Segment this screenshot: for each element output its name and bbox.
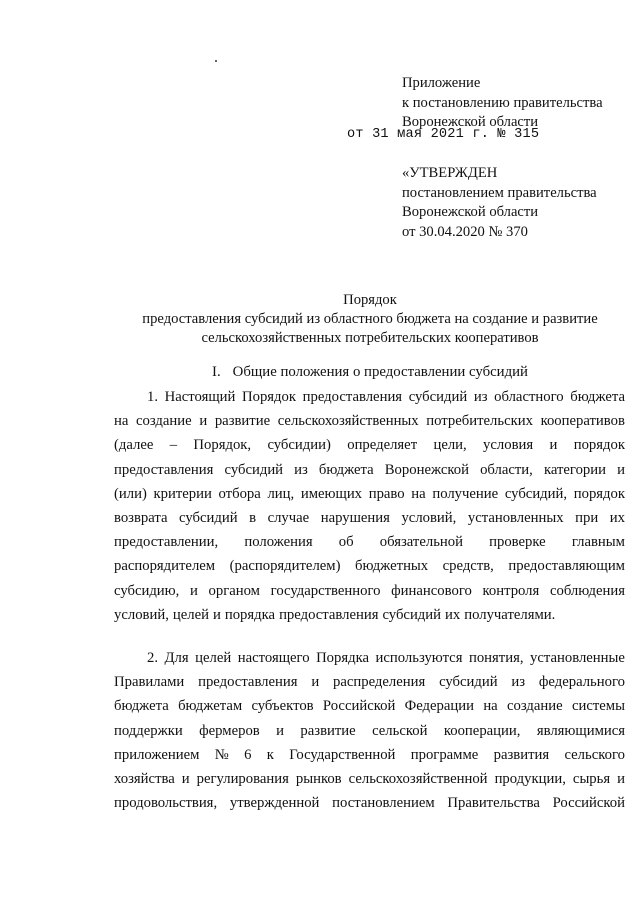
scan-speck xyxy=(215,60,217,62)
section-heading xyxy=(100,364,640,381)
section-title-text: Общие положения о предоставлении субсидий xyxy=(232,364,528,380)
word: создание xyxy=(136,413,192,430)
word: фермеров xyxy=(199,722,260,739)
word: хозяйства xyxy=(114,770,175,787)
paragraph-line xyxy=(114,670,625,694)
word: субсидий xyxy=(179,509,238,526)
word: областного xyxy=(494,389,564,405)
word: Порядок xyxy=(242,389,297,405)
word: главным xyxy=(571,534,625,551)
word: из xyxy=(473,389,488,405)
word: критерии xyxy=(153,485,212,502)
word: Федерации xyxy=(404,698,474,715)
word: и xyxy=(311,674,320,691)
word: и xyxy=(189,582,198,599)
word: и xyxy=(617,461,625,478)
paragraph-line xyxy=(114,579,625,603)
word: программе xyxy=(410,746,479,763)
word: продукции, xyxy=(494,770,566,787)
word: предоставления xyxy=(302,389,403,405)
word: средств, xyxy=(442,558,494,575)
word: соблюдения xyxy=(549,582,625,599)
word: органом xyxy=(208,582,260,599)
word: установленные xyxy=(530,650,625,666)
word: 6 xyxy=(244,746,252,763)
word: сырья xyxy=(572,770,611,787)
word: и xyxy=(199,413,208,430)
word: субсидий xyxy=(224,461,284,478)
word: установленных xyxy=(467,509,564,526)
approved-line: Воронежской области xyxy=(402,204,539,220)
word: регулирования xyxy=(196,770,289,787)
word: категории xyxy=(543,461,606,478)
word: субсидий, xyxy=(504,485,568,502)
word: получателями. xyxy=(464,606,556,623)
word: и xyxy=(276,722,285,739)
word: распределения xyxy=(333,674,426,691)
word: поддержки xyxy=(114,722,183,739)
word: в xyxy=(249,509,257,526)
word: получение xyxy=(432,485,499,502)
document-title xyxy=(100,291,640,348)
word: обязательной xyxy=(379,534,463,551)
word: понятия, xyxy=(468,650,524,666)
word: 1. xyxy=(147,389,159,405)
paragraph-line xyxy=(114,646,625,670)
paragraph-line xyxy=(114,719,625,743)
word: бюджета xyxy=(570,389,625,405)
word: предоставлении, xyxy=(114,534,219,551)
resolution-date-stamp: от 31 мая 2021 г. № 315 xyxy=(347,127,540,142)
word: положения xyxy=(244,534,313,551)
paragraph-line xyxy=(114,603,625,627)
word: случае xyxy=(267,509,310,526)
word: предоставления xyxy=(198,674,298,691)
word: и xyxy=(212,606,221,623)
paragraph-line xyxy=(114,767,625,791)
word: субсидии) xyxy=(267,437,331,454)
word: отбора xyxy=(218,485,261,502)
word: настоящего xyxy=(237,650,310,666)
word: их xyxy=(609,509,625,526)
word: бюджета xyxy=(318,461,374,478)
word: Порядка xyxy=(316,650,370,666)
word: контроля xyxy=(482,582,540,599)
paragraph xyxy=(114,385,625,627)
word: целей xyxy=(172,606,209,623)
word: Для xyxy=(164,650,189,666)
word: и xyxy=(549,437,558,454)
appendix-line: Воронежской области xyxy=(402,114,539,130)
word: (или) xyxy=(114,485,147,502)
word: об xyxy=(338,534,354,551)
word: предоставления xyxy=(114,461,214,478)
word: продовольствия, xyxy=(114,795,218,812)
word: субсидий xyxy=(408,389,468,405)
word: развития xyxy=(493,746,550,763)
word: финансового xyxy=(391,582,472,599)
word: Правилами xyxy=(114,674,185,691)
word: являющимися xyxy=(536,722,625,739)
word: на xyxy=(411,485,426,502)
word: № xyxy=(214,746,229,763)
word: Настоящий xyxy=(164,389,236,405)
title-line: предоставления субсидий из областного бюджета на создание и развитие xyxy=(142,311,598,327)
approved-line: «УТВЕРЖДЕН xyxy=(402,165,498,181)
word: распорядителем xyxy=(114,558,216,575)
word: бюджетам xyxy=(178,698,243,715)
paragraph-line xyxy=(114,554,625,578)
word: условия xyxy=(483,437,534,454)
word: сельскохозяйственных xyxy=(277,413,419,430)
word: субъектов xyxy=(251,698,314,715)
word: право xyxy=(368,485,405,502)
word: федерального xyxy=(538,674,625,691)
word: условий, xyxy=(401,509,457,526)
approved-line: постановлением правительства xyxy=(402,184,597,201)
word: их xyxy=(445,606,461,623)
word: бюджета xyxy=(114,698,169,715)
paragraph-line xyxy=(114,458,625,482)
word: сельскохозяйственной xyxy=(348,770,488,787)
word: развитие xyxy=(214,413,271,430)
word: на xyxy=(114,413,129,430)
word: лиц, xyxy=(267,485,295,502)
word: порядок xyxy=(573,437,625,454)
word: сельской xyxy=(372,722,428,739)
paragraph-line xyxy=(114,409,625,433)
paragraph-line xyxy=(114,433,625,457)
word: создание xyxy=(507,698,563,715)
approved-line: от 30.04.2020 № 370 xyxy=(402,223,528,240)
word: проверке xyxy=(489,534,546,551)
title-line: Порядок xyxy=(343,292,397,308)
word: и xyxy=(617,770,625,787)
word: постановлением xyxy=(332,795,435,812)
paragraph-line xyxy=(114,791,625,815)
word: субсидий xyxy=(382,606,442,623)
word: Правительства xyxy=(447,795,540,812)
word: потребительских xyxy=(426,413,533,430)
word: цели, xyxy=(433,437,467,454)
word: субсидию, xyxy=(114,582,180,599)
word: условий, xyxy=(114,606,169,623)
approved-header xyxy=(402,164,597,242)
word: 2. xyxy=(147,650,159,666)
word: Порядок, xyxy=(193,437,252,454)
word: определяет xyxy=(347,437,418,454)
word: Российской xyxy=(322,698,396,715)
word: Российской xyxy=(552,795,625,812)
word: развитие xyxy=(300,722,356,739)
word: нарушения xyxy=(320,509,390,526)
word: имеющих xyxy=(300,485,363,502)
section-number: I. xyxy=(212,364,221,380)
word: на xyxy=(483,698,498,715)
paragraph-line xyxy=(114,506,625,530)
paragraph-line xyxy=(114,694,625,718)
word: возврата xyxy=(114,509,168,526)
paragraph-line xyxy=(114,385,625,409)
word: системы xyxy=(571,698,625,715)
word: (далее xyxy=(114,437,154,454)
word: (распорядителем) xyxy=(229,558,341,575)
word: утвержденной xyxy=(229,795,320,812)
word: Воронежской xyxy=(384,461,469,478)
word: кооперативов xyxy=(540,413,625,430)
word: субсидий xyxy=(439,674,498,691)
word: из xyxy=(294,461,308,478)
appendix-header xyxy=(402,74,603,133)
word: из xyxy=(511,674,526,691)
word: бюджетных xyxy=(355,558,429,575)
word: Государственной xyxy=(289,746,396,763)
word: предоставления xyxy=(279,606,379,623)
word: сельского xyxy=(564,746,625,763)
word: порядка xyxy=(224,606,276,623)
word: к xyxy=(266,746,274,763)
paragraph-line xyxy=(114,743,625,767)
word: при xyxy=(575,509,599,526)
word: и xyxy=(181,770,190,787)
paragraph-line xyxy=(114,530,625,554)
paragraph xyxy=(114,646,625,815)
word: целей xyxy=(195,650,232,666)
title-line: сельскохозяйственных потребительских кооперативов xyxy=(201,330,539,346)
word: кооперации, xyxy=(443,722,521,739)
word: – xyxy=(169,437,178,454)
appendix-line: Приложение xyxy=(402,75,481,91)
word: предоставляющим xyxy=(508,558,625,575)
word: приложением xyxy=(114,746,200,763)
paragraph-line xyxy=(114,482,625,506)
word: государственного xyxy=(270,582,381,599)
appendix-line: к постановлению правительства xyxy=(402,94,603,111)
word: рынков xyxy=(295,770,342,787)
word: области, xyxy=(480,461,533,478)
word: используются xyxy=(375,650,463,666)
word: порядок xyxy=(573,485,625,502)
